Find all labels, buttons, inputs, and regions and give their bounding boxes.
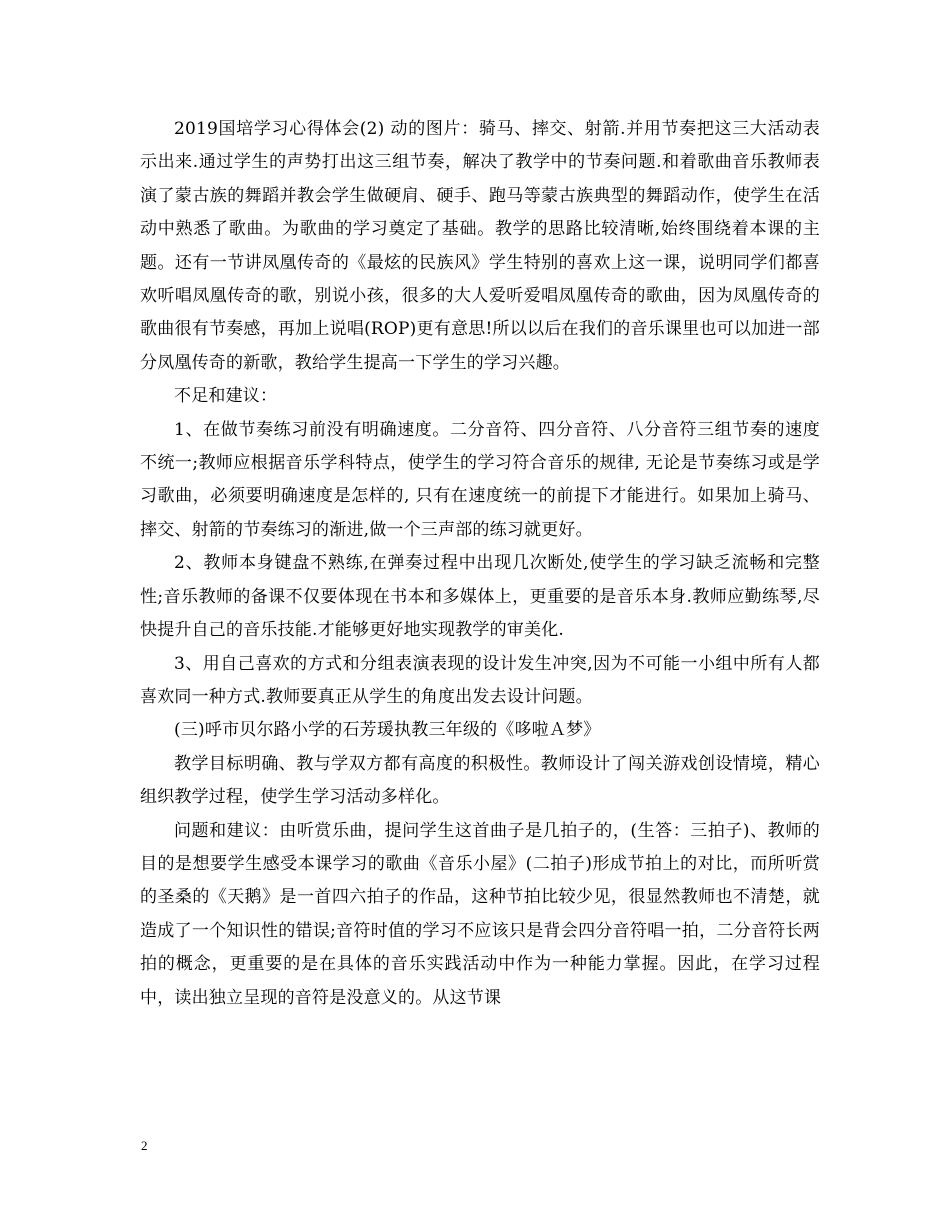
paragraph-5: 3、用自己喜欢的方式和分组表演表现的设计发生冲突,因为不可能一小组中所有人都喜欢同一种方式.教师要真正从学生的角度出发去设计问题。 — [140, 653, 820, 707]
paragraph-1: 2019国培学习心得体会(2) 动的图片：骑马、摔交、射箭.并用节奏把这三大活动表示出来.通过学生的声势打出这三组节奏，解决了教学中的节奏问题.和着歌曲音乐教师表演了蒙古族的舞蹈并教会学生做硬肩、硬手、跑马等蒙古族典型的舞蹈动作，使学生在活动中熟悉了歌曲。为歌曲的学习奠定了基础。教学的思路比较清晰,始终围绕着本课的主题。还有一节讲凤凰传奇的《最炫的民族风》学生特别的喜欢上这一课，说明同学们都喜欢听唱凤凰传奇的歌，别说小孩，很多的大人爱听爱唱凤凰传奇的歌曲，因为凤凰传奇的歌曲很有节奏感，再加上说唱(ROP)更有意思!所以以后在我们的音乐课里也可以加进一部分凤凰传奇的新歌，教给学生提高一下学生的学习兴趣。 — [140, 119, 820, 373]
paragraph-8: 问题和建议：由听赏乐曲，提问学生这首曲子是几拍子的，(生答：三拍子)、教师的目的是想要学生感受本课学习的歌曲《音乐小屋》(二拍子)形成节拍上的对比，而所听赏的圣桑的《天鹅》是一首四六拍子的作品，这种节拍比较少见，很显然教师也不清楚，就造成了一个知识性的错误;音符时值的学习不应该只是背会四分音符唱一拍，二分音符长两拍的概念，更重要的是在具体的音乐实践活动中作为一种能力掌握。因此，在学习过程中，读出独立呈现的音符是没意义的。从这节课 — [140, 820, 820, 1008]
page-number: 2 — [141, 1138, 148, 1153]
paragraph-7: 教学目标明确、教与学双方都有高度的积极性。教师设计了闯关游戏创设情境，精心组织教学过程，使学生学习活动多样化。 — [140, 753, 820, 808]
paragraph-4: 2、教师本身键盘不熟练,在弹奏过程中出现几次断处,使学生的学习缺乏流畅和完整性;音乐教师的备课不仅要体现在书本和多媒体上，更重要的是音乐本身.教师应勤练琴,尽快提升自己的音乐技能.才能够更好地实现教学的审美化. — [140, 553, 820, 641]
paragraph-3: 1、在做节奏练习前没有明确速度。二分音符、四分音符、八分音符三组节奏的速度不统一;教师应根据音乐学科特点，使学生的学习符合音乐的规律, 无论是节奏练习或是学习歌曲，必须要明确速度是怎样的, 只有在速度统一的前提下才能进行。如果加上骑马、摔交、射箭的节奏练习的渐进,做一个三声部的练习就更好。 — [140, 419, 820, 540]
paragraph-6: (三)呼市贝尔路小学的石芳瑗执教三年级的《哆啦Ａ梦》 — [174, 720, 601, 741]
paragraph-2: 不足和建议： — [174, 386, 278, 407]
document-body — [140, 113, 820, 1015]
